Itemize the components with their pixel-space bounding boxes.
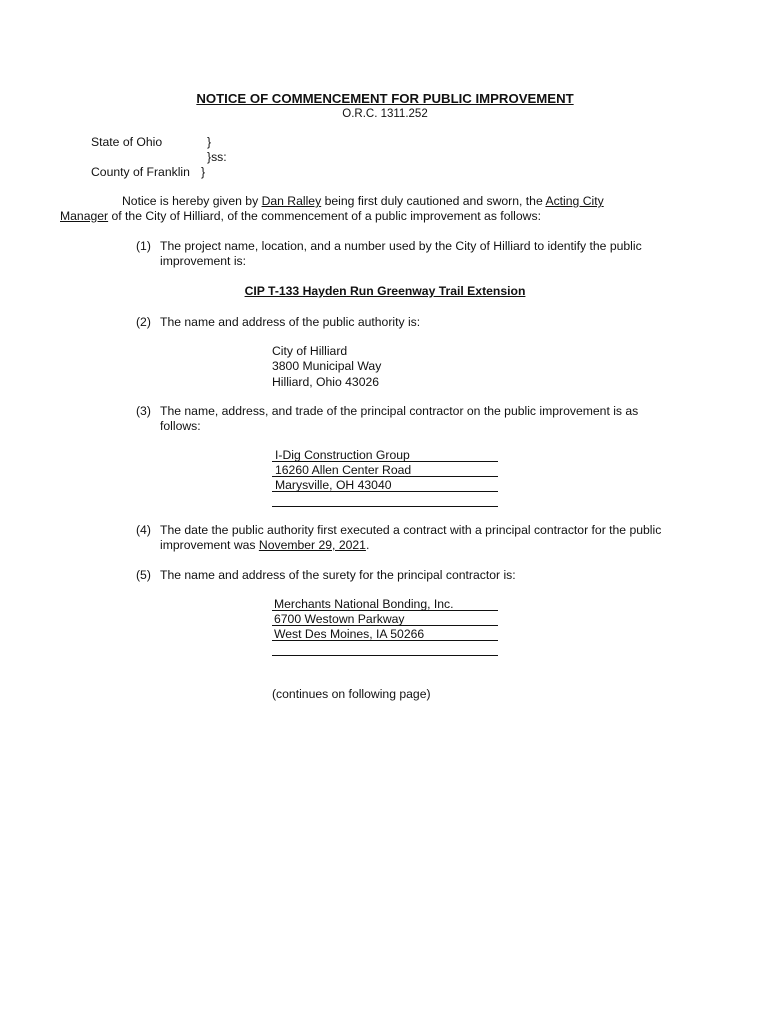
- document-title: NOTICE OF COMMENCEMENT FOR PUBLIC IMPROVEMENT: [196, 91, 574, 106]
- item-number: (1): [136, 239, 151, 253]
- authority-city: Hilliard, Ohio 43026: [272, 375, 380, 389]
- official-title-part1: Acting City: [545, 194, 604, 208]
- project-name: CIP T-133 Hayden Run Greenway Trail Extension: [244, 284, 526, 298]
- venue-brace-3: }: [201, 165, 206, 179]
- surety-name: Merchants National Bonding, Inc.: [272, 597, 498, 611]
- notice-paragraph: [60, 194, 651, 224]
- item-text-line1: The date the public authority first executed a contract with a principal contractor for the public: [160, 523, 662, 537]
- notary-name: Dan Ralley: [261, 194, 322, 208]
- official-title-part2: Manager: [60, 209, 109, 223]
- item-text-line2: follows:: [160, 419, 201, 433]
- surety-blank-line: [272, 642, 498, 656]
- authority-name: City of Hilliard: [272, 344, 348, 358]
- state-label: State of Ohio: [91, 135, 163, 149]
- county-label: County of Franklin: [91, 165, 190, 179]
- item-text-line1: The project name, location, and a number used by the City of Hilliard to identify the public: [160, 239, 642, 253]
- venue-brace-1: }: [207, 135, 212, 149]
- venue-ss: }ss:: [207, 150, 227, 164]
- contractor-blank-line: [272, 493, 498, 507]
- continues-note: (continues on following page): [272, 687, 431, 701]
- contract-date: November 29, 2021: [258, 538, 366, 552]
- item-number: (4): [136, 523, 151, 537]
- contractor-city: Marysville, OH 43040: [272, 478, 498, 492]
- notice-intro-2: being first duly cautioned and sworn, the: [321, 194, 546, 208]
- surety-street: 6700 Westown Parkway: [272, 612, 498, 626]
- item-text-line2: improvement is:: [160, 254, 247, 268]
- contractor-name: I-Dig Construction Group: [272, 448, 498, 462]
- item-number: (5): [136, 568, 151, 582]
- item-text: The name and address of the surety for the principal contractor is:: [160, 568, 516, 582]
- notice-intro-3: of the City of Hilliard, of the commencement of a public improvement as follows:: [108, 209, 541, 223]
- item-text-line2: improvement was November 29, 2021.: [160, 538, 370, 552]
- contractor-street: 16260 Allen Center Road: [272, 463, 498, 477]
- item-number: (2): [136, 315, 151, 329]
- statute-reference: O.R.C. 1311.252: [342, 108, 428, 120]
- item-number: (3): [136, 404, 151, 418]
- item-text: The name and address of the public authority is:: [160, 315, 421, 329]
- authority-street: 3800 Municipal Way: [272, 359, 382, 373]
- item-text-line1: The name, address, and trade of the principal contractor on the public improvement is as: [160, 404, 639, 418]
- notice-intro-1: Notice is hereby given by: [122, 194, 262, 208]
- surety-city: West Des Moines, IA 50266: [272, 627, 498, 641]
